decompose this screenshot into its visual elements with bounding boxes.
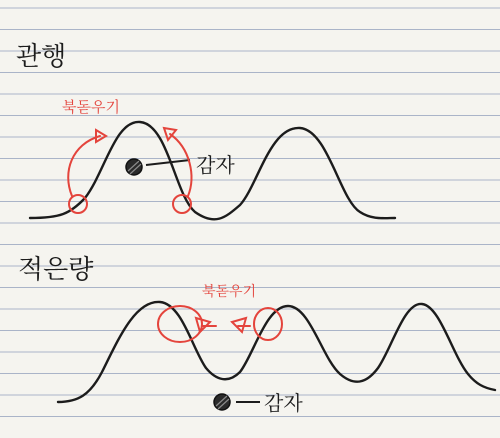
- potato-top: [126, 159, 142, 175]
- annotation-hilling-bottom: 북돋우기: [202, 284, 257, 300]
- panel-top: [16, 42, 395, 219]
- heading-top: 관행: [16, 42, 67, 72]
- label-potato-top: 감자: [196, 153, 235, 177]
- panel-bottom: [18, 255, 495, 415]
- potato-bottom: [214, 394, 230, 410]
- heading-bottom: 적은량: [18, 255, 94, 285]
- label-leader-top: [146, 160, 190, 165]
- annotation-hilling-top: 북돋우기: [62, 98, 120, 116]
- label-potato-bottom: 감자: [264, 391, 303, 415]
